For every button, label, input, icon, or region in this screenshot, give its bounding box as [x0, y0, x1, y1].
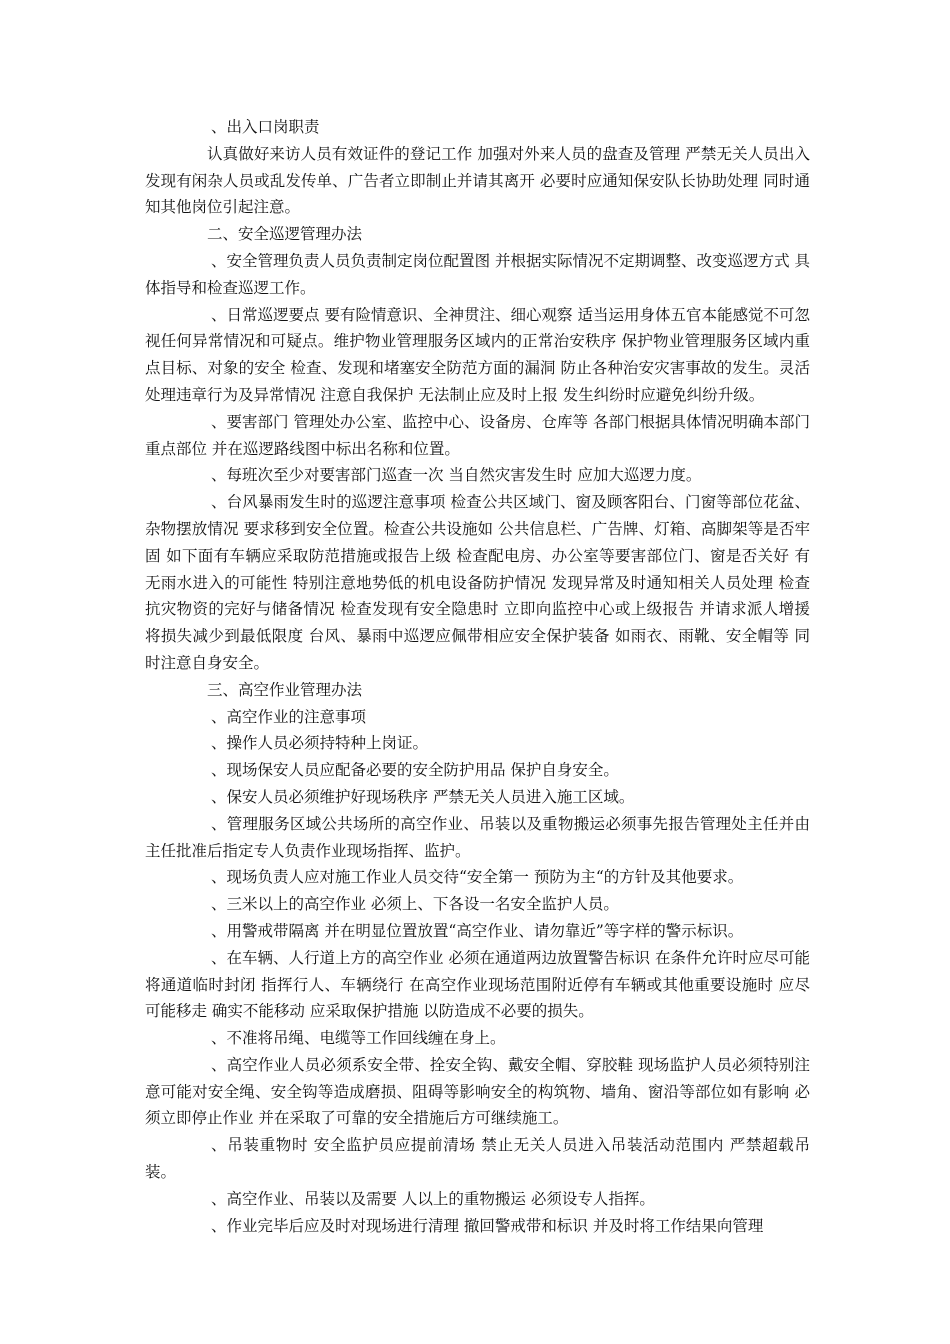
paragraph: 认真做好来访人员有效证件的登记工作 加强对外来人员的盘查及管理 严禁无关人员出入 发现有闲杂人员或乱发传单、广告者立即制止并请其离开 必要时应通知保安队长协助处理 同时通知其他岗位引起注意。: [145, 144, 810, 217]
paragraph: 、台风暴雨发生时的巡逻注意事项 检查公共区域门、窗及顾客阳台、门窗等部位花盆、杂物摆放情况 要求移到安全位置。检查公共设施如 公共信息栏、广告牌、灯箱、高脚架等是否牢固 如下面有车辆应采取防范措施或报告上级 检查配电房、办公室等要害部位门、窗是否关好 有无雨水进入的可能性 特别注意地势低的机电设备防护情况 发现异常及时通知相关人员处理 检查抗灾物资的完好与储备情况 检查发现有安全隐患时 立即向监控中心或上级报告 并请求派人增援 将损失减少到最低限度 台风、暴雨中巡逻应佩带相应安全保护装备 如雨衣、雨靴、安全帽等 同时注意自身安全。: [145, 493, 810, 672]
paragraph: 、每班次至少对要害部门巡查一次 当自然灾害发生时 应加大巡逻力度。: [211, 466, 702, 485]
paragraph: 、要害部门 管理处办公室、监控中心、设备房、仓库等 各部门根据具体情况明确本部门重点部位 并在巡逻路线图中标出名称和位置。: [145, 412, 810, 458]
paragraph: 、高空作业的注意事项: [211, 707, 367, 726]
paragraph: 、日常巡逻要点 要有险情意识、全神贯注、细心观察 适当运用身体五官本能感觉不可忽视任何异常情况和可疑点。维护物业管理服务区域内的正常治安秩序 保护物业管理服务区域内重点目标、对象的安全 检查、发现和堵塞安全防范方面的漏洞 防止各种治安灾害事故的发生。灵活处理违章行为及异常情况 注意自我保护 无法制止应及时上报 发生纠纷时应避免纠纷升级。: [145, 305, 810, 404]
paragraph: 、管理服务区域公共场所的高空作业、吊装以及重物搬运必须事先报告管理处主任并由主任批准后指定专人负责作业现场指挥、监护。: [145, 814, 810, 860]
paragraph: 、出入口岗职责: [211, 118, 320, 136]
paragraph: 、三米以上的高空作业 必须上、下各设一名安全监护人员。: [211, 895, 619, 914]
paragraph: 、高空作业、吊装以及需要 人以上的重物搬运 必须设专人指挥。: [211, 1189, 655, 1208]
paragraph: 、在车辆、人行道上方的高空作业 必须在通道两边放置警告标识 在条件允许时应尽可能将通道临时封闭 指挥行人、车辆绕行 在高空作业现场范围附近停有车辆或其他重要设施时 应尽可能移走 确实不能移动 应采取保护措施 以防造成不必要的损失。: [145, 948, 810, 1021]
document-body: [145, 114, 810, 1239]
paragraph: 、保安人员必须维护好现场秩序 严禁无关人员进入施工区域。: [211, 787, 635, 806]
section-heading: 三、高空作业管理办法: [207, 680, 363, 699]
paragraph: 、现场保安人员应配备必要的安全防护用品 保护自身安全。: [211, 761, 619, 780]
section-heading: 二、安全巡逻管理办法: [207, 225, 363, 244]
paragraph: 、吊装重物时 安全监护员应提前清场 禁止无关人员进入吊装活动范围内 严禁超载吊装。: [145, 1136, 810, 1182]
paragraph: 、不准将吊绳、电缆等工作回线缠在身上。: [211, 1029, 506, 1048]
paragraph: 、安全管理负责人员负责制定岗位配置图 并根据实际情况不定期调整、改变巡逻方式 具体指导和检查巡逻工作。: [145, 251, 810, 297]
paragraph: 、用警戒带隔离 并在明显位置放置“高空作业、请勿靠近”等字样的警示标识。: [211, 921, 744, 940]
paragraph: 、现场负责人应对施工作业人员交待“安全第一 预防为主“的方针及其他要求。: [211, 868, 744, 887]
paragraph: 、作业完毕后应及时对现场进行清理 撤回警戒带和标识 并及时将工作结果向管理: [211, 1216, 764, 1235]
paragraph: 、操作人员必须持特种上岗证。: [211, 734, 429, 753]
paragraph: 、高空作业人员必须系安全带、拴安全钩、戴安全帽、穿胶鞋 现场监护人员必须特别注意可能对安全绳、安全钩等造成磨损、阻碍等影响安全的构筑物、墙角、窗沿等部位如有影响 必须立即停止作业 并在采取了可靠的安全措施后方可继续施工。: [145, 1055, 810, 1128]
